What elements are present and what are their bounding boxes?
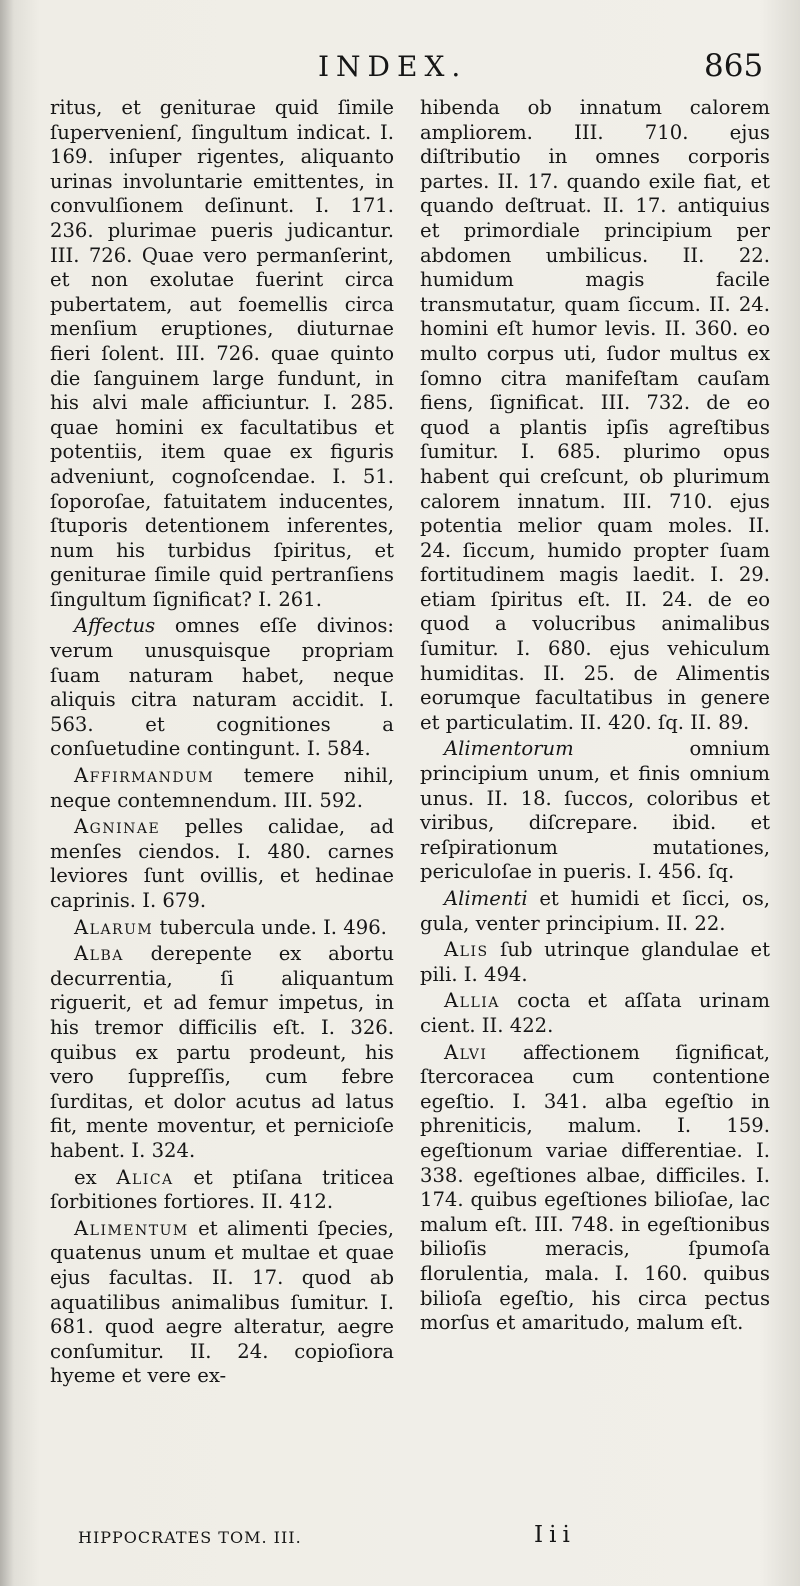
index-entry bbox=[50, 764, 394, 813]
entry-text: et humidi et ſicci, os, gula, venter principium. II. 22. bbox=[420, 887, 770, 935]
entry-headword: Alimentorum bbox=[444, 737, 574, 761]
index-entry bbox=[50, 916, 394, 941]
entry-text: ritus, et geniturae quid ſimile ſupervenienſ, ſingultum indicat. I. 169. inſuper rigentes, aliquanto urinas involuntarie emittentes, in convulſionem deſinunt. I. 171. 236. plurimae pueris judicantur. III. 726. Quae vero permanſerint, et non exolutae fuerint circa pubertatem, aut foemellis circa menſium eruptiones, diuturnae fieri ſolent. III. 726. quae quinto die ſanguinem large fundunt, in his alvi male afficiuntur. I. 285. quae homini ex facultatibus et potentiis, item quae ex figuris adveniunt, cognoſcendae. I. 51. ſoporoſae, fatuitatem inducentes, ſtuporis detentionem inferentes, num his turbidus ſpiritus, et geniturae ſimile quid pertranſiens ſingultum ſignificat? I. 261. bbox=[50, 96, 394, 611]
entry-headword: Allia bbox=[444, 989, 500, 1013]
entry-headword: Alarum bbox=[74, 915, 154, 939]
index-entry bbox=[50, 1166, 394, 1215]
index-entry bbox=[50, 815, 394, 913]
entry-text: pelles calidae, ad menſes ciendos. I. 480. carnes leviores ſunt ovillis, et hedinae caprinis. I. 679. bbox=[50, 815, 394, 912]
index-entry bbox=[420, 887, 770, 936]
entry-headword: Alis bbox=[444, 938, 489, 962]
index-entry bbox=[420, 938, 770, 987]
gutter-shadow bbox=[0, 0, 14, 1586]
entry-text: omnes eſſe divinos: verum unusquisque propriam ſuam naturam habet, neque aliquis citra naturam accidit. I. 563. et cognitiones a conſuetudine contingunt. I. 584. bbox=[50, 614, 394, 761]
index-entry bbox=[50, 96, 394, 612]
entry-text: et alimenti ſpecies, quatenus unum et multae et quae ejus facultas. II. 17. quod ab aquatilibus animalibus ſumitur. I. 681. quod aegre alteratur, aegre conſumitur. II. 24. copioſiora hyeme et vere ex- bbox=[50, 1216, 394, 1388]
index-title: INDEX. bbox=[318, 50, 468, 83]
entry-text: ſub utrinque glandulae et pili. I. 494. bbox=[420, 938, 770, 986]
signature-mark: Iii bbox=[534, 1522, 576, 1548]
entry-text: et ptiſana triticea ſorbitiones fortiores. II. 412. bbox=[50, 1165, 394, 1214]
running-head bbox=[0, 44, 800, 94]
entry-headword: Affectus bbox=[74, 614, 156, 638]
entry-text: omnium principium unum, et finis omnium unus. II. 18. ſuccos, coloribus et viribus, diſcrepare. ibid. et reſpirationum mutationes, periculoſae in pueris. I. 456. ſq. bbox=[420, 737, 770, 884]
entry-text: hibenda ob innatum calorem ampliorem. III. 710. ejus diſtributio in omnes corporis partes. II. 17. quando exile fiat, et quando deſtruat. II. 17. antiquius et primordiale principium per abdomen umbilicus. II. 22. humidum magis facile transmutatur, quam ſiccum. II. 24. homini eſt humor levis. II. 360. eo multo corpus uti, ſudor multus ex ſomno citra manifeſtam cauſam fiens, ſignificat. III. 732. de eo quod a plantis ipſis agreſtibus ſumitur. I. 685. plurimo opus habent qui creſcunt, ob plurimum calorem innatum. III. 710. ejus potentia melior quam moles. II. 24. ſiccum, humido propter ſuam fortitudinem magis laedit. I. 29. etiam ſpiritus eſt. II. 24. de eo quod a volucribus animalibus ſumitur. I. 680. ejus vehiculum humiditas. II. 25. de Alimentis eorumque facultatibus in genere et particulatim. II. 420. ſq. II. 89. bbox=[420, 96, 770, 734]
index-entry bbox=[50, 614, 394, 762]
left-column bbox=[50, 96, 394, 1389]
right-column bbox=[420, 96, 770, 1336]
entry-text: derepente ex abortu decurrentia, ſi aliquantum riguerit, et ad femur impetus, in his tremor difficilis eſt. I. 326. quibus ex partu prodeunt, his vero ſuppreſſis, cum febre ſurditas, et dolor acutus ad latus fit, mente moventur, et pernicioſe habent. I. 324. bbox=[50, 942, 394, 1162]
index-entry bbox=[420, 1041, 770, 1336]
entry-headword: Alimenti bbox=[444, 887, 528, 910]
index-entry bbox=[50, 942, 394, 1163]
entry-text: cocta et aſſata urinam cient. II. 422. bbox=[420, 989, 770, 1037]
signature-line: HIPPOCRATES TOM. III. bbox=[78, 1528, 302, 1547]
entry-text: tubercula unde. I. 496. bbox=[153, 915, 387, 939]
index-entry bbox=[420, 989, 770, 1038]
index-entry bbox=[420, 96, 770, 735]
entry-text: temere nihil, neque contemnendum. III. 592. bbox=[50, 764, 394, 812]
entry-headword: Alimentum bbox=[74, 1216, 189, 1240]
entry-headword: Alba bbox=[74, 942, 124, 966]
entry-headword: Alica bbox=[116, 1165, 174, 1189]
index-entry bbox=[50, 1217, 394, 1389]
index-entry bbox=[420, 737, 770, 885]
page-footer bbox=[0, 1522, 800, 1558]
entry-text: affectionem ſignificat, ſtercoracea cum contentione egeſtio. I. 341. alba egeſtio in phreniticis, malum. I. 159. egeſtionum variae differentiae. I. 338. egeſtiones albae, difficiles. I. 174. quibus egeſtiones bilioſae, lac malum eſt. III. 748. in egeſtionibus bilioſis meracis, ſpumoſa florulentia, mala. I. 160. quibus bilioſa egeſtio, his circa pectus morſus et amaritudo, malum eſt. bbox=[420, 1040, 770, 1335]
entry-headword: Affirmandum bbox=[74, 764, 215, 788]
entry-headword: Agninae bbox=[74, 815, 161, 839]
entry-headword: Alvi bbox=[444, 1040, 488, 1064]
entry-prefix: ex bbox=[74, 1165, 117, 1189]
page-number: 865 bbox=[704, 48, 764, 84]
